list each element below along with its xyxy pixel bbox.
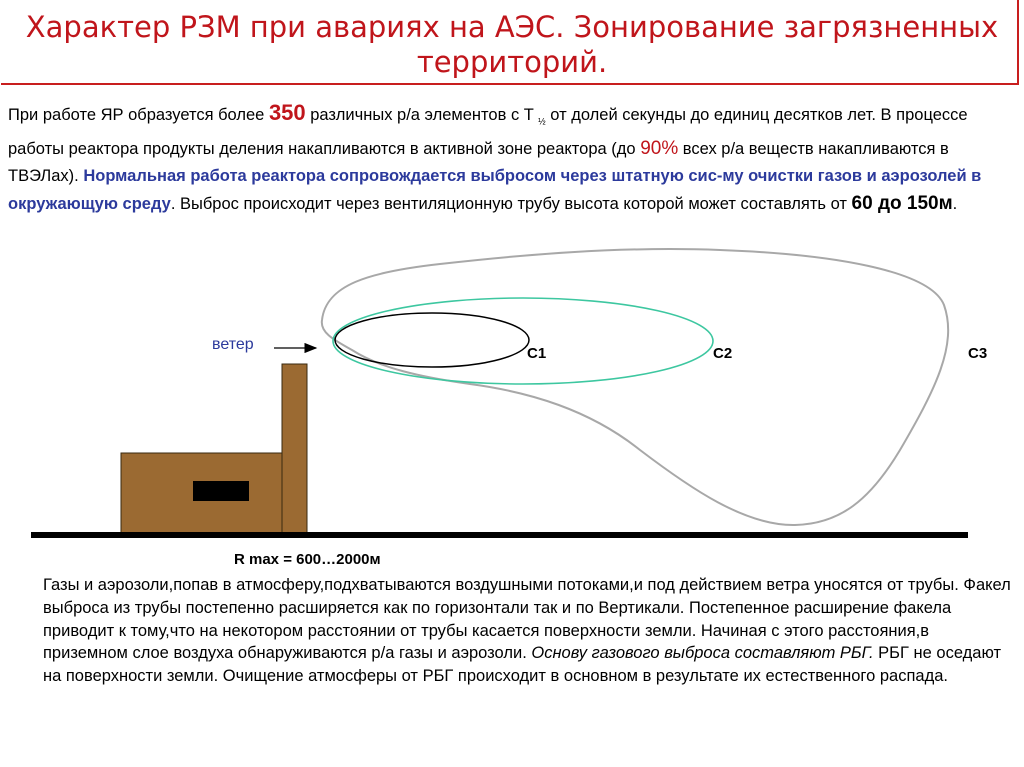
zone-c3-outline [322, 249, 948, 525]
zone-c1-label: С1 [527, 345, 547, 362]
half-life-subscript: ½ [538, 116, 546, 127]
normal-operation-text: Нормальная работа реактора сопровождается выбросом через штатную сис-му очистки газов и аэрозолей в окружающую среду [8, 167, 982, 214]
ventilation-stack [282, 364, 307, 533]
intro-text-4: всех р/а веществ накапливаются в ТВЭЛах). [8, 140, 949, 186]
pipe-height-range: 60 до 150м [851, 193, 953, 215]
explanation-text-2: РБГ не оседают на поверхности земли. Очищение атмосферы от РБГ происходит в основном в результате их естественного распада. [43, 644, 1002, 686]
zone-c1-outline [335, 313, 529, 367]
explanation-text-1: Газы и аэрозоли,попав в атмосферу,подхватываются воздушными потоками,и под действием ветра уносятся от трубы. Факел выброса из трубы постепенно расширяется как по горизонтали так и по Вертикали. Постепенное расширение факела приводит к тому,что на некотором расстоянии от трубы касается поверхности земли. Начиная с этого расстояния,в приземном слое воздуха обнаруживаются р/а газы и аэрозоли. [43, 576, 1011, 663]
explanation-paragraph [43, 574, 1013, 688]
intro-text-3: от долей секунды до единиц десятков лет. В процессе работы реактора продукты деления накапливаются в активной зоне реактора (до [8, 106, 968, 159]
intro-text-5: . Выброс происходит через вентиляционную трубу высота которой может составлять от [170, 195, 852, 214]
intro-text-1: При работе ЯР образуется более [8, 106, 269, 124]
r-max-label: R max = 600…2000м [234, 551, 381, 568]
page-title: Характер РЗМ при авариях на АЭС. Зонирование загрязненных территорий. [25, 10, 999, 79]
building-window [193, 481, 249, 501]
explanation-italic: Основу газового выброса составляют РБГ. [531, 644, 874, 663]
percent-90: 90% [640, 138, 679, 160]
zone-c2-label: С2 [713, 345, 733, 362]
zone-c3-label: С3 [968, 345, 988, 362]
zone-c2-outline [333, 298, 713, 384]
intro-text-6: . [952, 195, 958, 214]
wind-label: ветер [212, 336, 254, 353]
intro-text-2: различных р/а элементов с T [305, 106, 539, 124]
ground-line [31, 532, 968, 538]
count-350: 350 [268, 100, 306, 125]
